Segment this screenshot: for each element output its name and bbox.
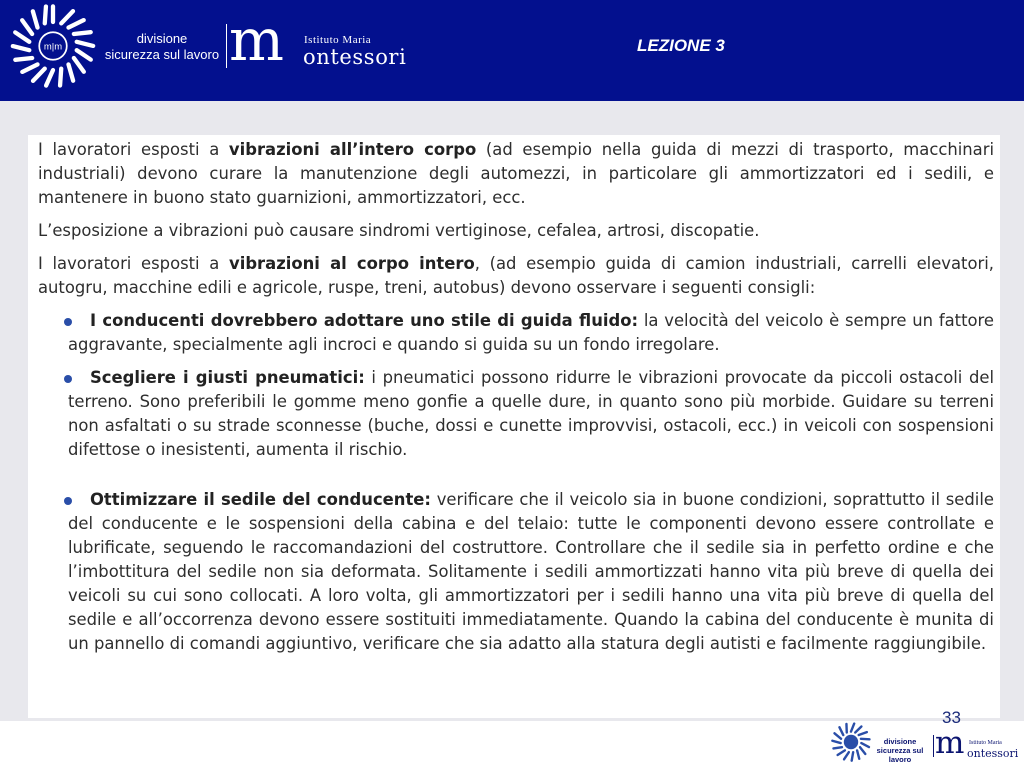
footer-logo-divider (933, 735, 934, 757)
paragraph-3 (38, 252, 994, 300)
footer-division-line-1: divisione (883, 737, 917, 746)
division-logo-icon (10, 3, 96, 89)
bullet-item-1 (68, 309, 994, 357)
logo-divider (226, 24, 227, 68)
division-line-1: divisione (136, 31, 188, 46)
bullet-dot-icon (64, 318, 72, 326)
bullet-dot-icon (64, 497, 72, 505)
brand-ontessori: ontessori (303, 45, 407, 69)
logo-monogram: m|m (43, 41, 63, 53)
footer-division-name (868, 737, 932, 764)
footer-division-logo-icon (831, 722, 871, 762)
slide-body (38, 138, 994, 665)
division-name (100, 31, 224, 63)
bullet-dot-icon (64, 375, 72, 383)
brand-m-letter: m (229, 6, 284, 74)
paragraph-3-post: , (ad esempio guida di camion industriali, carrelli elevatori, autogru, macchine edili e agricole, ruspe, treni, autobus) devono osservare i seguenti consigli: (38, 254, 994, 297)
bullet-item-3 (68, 488, 994, 656)
footer-division-line-2: sicurezza sul lavoro (876, 746, 924, 764)
paragraph-2: L’esposizione a vibrazioni può causare sindromi vertiginose, cefalea, artrosi, discopatie. (38, 221, 760, 240)
paragraph-1-bold: vibrazioni all’intero corpo (228, 140, 477, 159)
paragraph-3-bold: vibrazioni al corpo intero (229, 254, 475, 273)
paragraph-1 (38, 138, 994, 210)
footer-brand-istituto: Istituto Maria (969, 740, 1002, 746)
footer-brand-ontessori: ontessori (967, 747, 1019, 760)
bullet-1-bold: I conducenti dovrebbero adottare uno stile di guida fluido: (90, 311, 639, 330)
paragraph-1-post: (ad esempio nella guida di mezzi di trasporto, macchinari industriali) devono curare la manutenzione degli automezzi, in particolare gli ammortizzatori ed i sedili, e mantenere in buono stato guarnizioni, ammortizzatori, ecc. (38, 140, 995, 207)
page-number: 33 (942, 708, 961, 727)
bullet-2-text: i pneumatici possono ridurre le vibrazioni provocate da piccoli ostacoli del terreno. Sono preferibili le gomme meno gonfie a quelle dure, in quanto sono più morbide. Guidare su terreni non asfaltati o su strade sconnesse (buche, dossi e cunette improvvisi, ostacoli, ecc.) in veicoli con sospensioni difettose o inesistenti, aumenta il rischio. (68, 368, 994, 459)
bullet-3-bold: Ottimizzare il sedile del conducente: (90, 490, 431, 509)
paragraph-3-pre: I lavoratori esposti a (38, 254, 230, 273)
division-line-2: sicurezza sul lavoro (104, 47, 220, 62)
bullet-1-text: la velocità del veicolo è sempre un fattore aggravante, specialmente agli incroci e quando si guida su un fondo irregolare. (68, 311, 994, 354)
brand-istituto: Istituto Maria (304, 34, 372, 46)
bullet-2-bold: Scegliere i giusti pneumatici: (90, 368, 365, 387)
footer-brand-m-letter: m (935, 725, 965, 761)
paragraph-1-pre: I lavoratori esposti a (38, 140, 229, 159)
bullet-item-2 (68, 366, 994, 462)
lesson-title: LEZIONE 3 (637, 36, 725, 55)
slide-header (0, 0, 1024, 101)
bullet-3-text: verificare che il veicolo sia in buone condizioni, soprattutto il sedile del conducente e le sospensioni della cabina e del telaio: tutte le componenti devono essere controllate e lubrificate, seguendo le raccomandazioni del costruttore. Controllare che il sedile sia in perfetto ordine e che l’imbottitura del sedile non sia deformata. Solitamente i sedili ammortizzati hanno vita più breve di quella dei veicoli su cui sono collocati. A loro volta, gli ammortizzatori per i sedili hanno una vita più breve di quella del sedile e all’occorrenza devono essere sostituiti immediatamente. Quando la cabina del conducente è munita di un pannello di comandi aggiuntivo, verificare che sia adatto alla statura degli autisti e facilmente raggiungibile. (68, 490, 994, 653)
